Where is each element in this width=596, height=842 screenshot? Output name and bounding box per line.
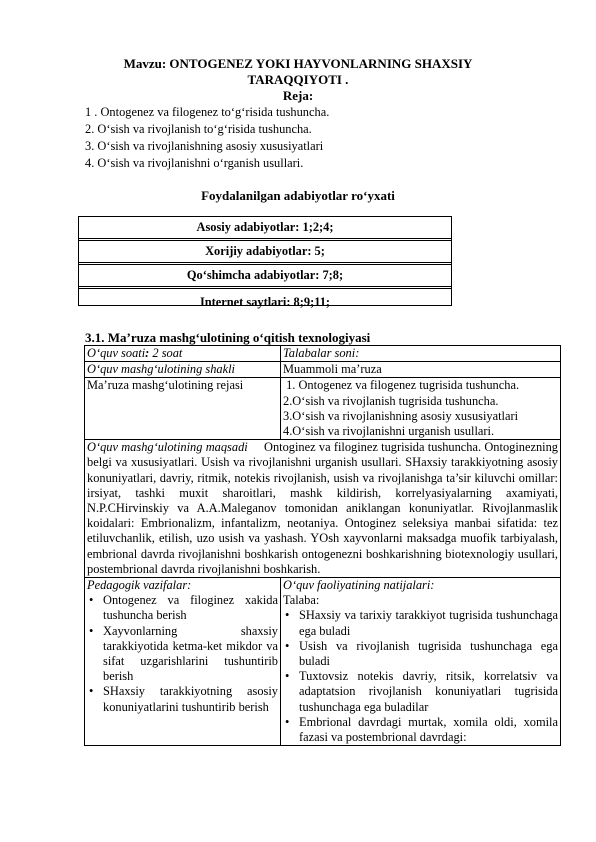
table-row [85,578,561,746]
table-row [85,440,561,578]
students-label: Talabalar soni: [281,346,561,362]
literature-heading: Foydalanilgan adabiyotlar ro‘yxati [201,188,395,203]
result-text: SHaxsiy va tarixiy tarakkiyot tugrisida tushunchaga ega buladi [299,608,558,638]
literature-row-internet: Internet saytlari: 8;9;11; [199,295,331,309]
bullet-icon: • [285,669,290,684]
plan-item: 1 . Ontogenez va filogenez to‘g‘risida tushuncha. [85,105,330,119]
table-row [85,346,561,362]
results-cell [281,578,561,746]
bullet-icon: • [89,593,94,608]
task-text: Xayvonlarning shaxsiy tarakkiyotida ketma-ket mikdor va sifat uzgarishlarini tushuntirib berish [103,623,278,684]
form-label: O‘quv mashg‘ulotining shakli [85,362,281,378]
list-item [87,624,278,685]
list-item [87,684,278,714]
plan-item: 2. O‘sish va rivojlanish to‘g‘risida tushuncha. [85,122,312,136]
list-item [283,639,558,669]
plan-item: 3. O‘sish va rivojlanishning asosiy xususiyatlari [85,139,324,153]
bullet-icon: • [89,684,94,699]
bullet-icon: • [89,623,94,638]
literature-row-additional: Qo‘shimcha adabiyotlar: 7;8; [79,265,451,289]
literature-box [78,216,452,309]
bullet-icon: • [285,608,290,623]
results-intro: Talaba: [283,593,320,608]
tasks-list [87,593,278,715]
task-text: Ontogenez va filoginez xakida tushuncha berish [103,593,278,623]
bullet-icon: • [285,638,290,653]
result-text: Tuxtovsiz notekis davriy, ritsik, korrelatsiv va adaptatsion rivojlanish konuniyatlari tugrisida tushunchaga ega buladilar [299,669,558,714]
list-item [283,669,558,715]
tasks-cell [85,578,281,746]
result-text: Usish va rivojlanish tugrisida tushunchaga ega buladi [299,638,558,669]
plan-list [85,104,329,172]
plan-label: Ma’ruza mashg‘ulotining rejasi [85,378,281,440]
table-plan-item: 1. Ontogenez va filogenez tugrisida tushuncha. [283,378,520,393]
list-item [283,608,558,638]
page-title: Mavzu: ONTOGENEZ YOKI HAYVONLARNING SHAXSIY TARAQQIYOTI . [123,56,473,87]
plan-item: 4. O‘sish va rivojlanishni o‘rganish usullari. [85,156,304,170]
list-item [283,715,558,745]
result-text: Embrional davrdagi murtak, xomila oldi, xomila fazasi va postembrional davrdagi: [299,714,558,745]
goal-cell [85,440,561,578]
results-list [283,608,558,745]
goal-label: O‘quv mashg‘ulotining maqsadi [87,440,248,455]
table-plan-item: 3.O‘sish va rivojlanishning asosiy xususiyatlari [283,408,519,423]
time-value: 2 soat [149,346,183,360]
literature-row-foreign: Xorijiy adabiyotlar: 5; [79,241,451,265]
time-label: O‘quv soati [87,346,146,360]
technology-table [84,345,561,746]
form-value: Muammoli ma’ruza [281,362,561,378]
table-row [85,378,561,440]
task-text: SHaxsiy tarakkiyotning asosiy konuniyatlarini tushuntirib berish [103,684,278,714]
table-plan-item: 4.O‘sish va rivojlanishni urganish usullari. [283,424,495,439]
goal-text: Ontoginez va filoginez tugrisida tushuncha. Ontoginezning belgi va xususiyatlari. Usish va rivojlanishni urganish usullari. SHaxsiy tarakkiyotning asosiy konuniyatlari, davriy, ritmik, notekis rivojlanish, usish va rivojlanishga ta’sir kiluvchi omillar: irsiyat, tashki muxit sharoitlari, mashk kildirish, korrelyasiyalarning axamiyati, N.P.CHirvinskiy va A.A.Maleganov tomonidan aniklangan konuniyatlar. Rivojlanmaslik koidalari: Embrionalizm, infantalizm, neotaniya. Ontoginez seleksiya manbai sifatida: tez etiluvchanlik, etilish, uzo usish va yashash. YOsh xayvonlarni maksadga muofik tarbiyalash, embrional davrda rivojlanishni boshkarish ontogenezni boshkarishning biotexnologiy usullari, postembrional davrda rivojlanishni boshkarish. [87,440,562,576]
time-separator: : [145,346,150,360]
results-label: O‘quv faoliyatining natijalari: [283,578,435,593]
bullet-icon: • [285,714,290,729]
plan-cell [281,378,561,440]
tasks-label: Pedagogik vazifalar: [87,578,192,593]
section-title: 3.1. Ma’ruza mashg‘ulotining o‘qitish texnologiyasi [85,330,371,345]
table-row [85,362,561,378]
time-cell [85,346,281,362]
list-item [87,593,278,623]
plan-heading: Reja: [282,88,314,103]
literature-row-main: Asosiy adabiyotlar: 1;2;4; [79,217,451,241]
table-plan-item: 2.O‘sish va rivojlanish tugrisida tushuncha. [283,393,499,408]
